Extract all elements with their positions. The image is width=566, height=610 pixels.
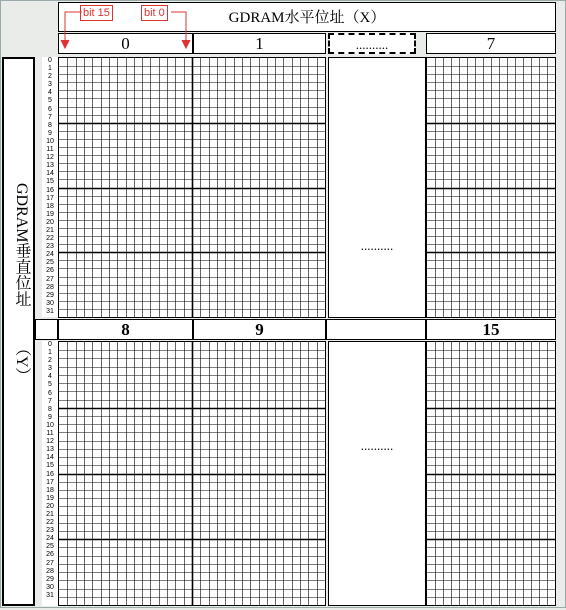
row-number: 6 bbox=[48, 389, 52, 397]
bit-arrows bbox=[55, 0, 205, 56]
row-number: 28 bbox=[46, 283, 54, 291]
row-number: 9 bbox=[48, 129, 52, 137]
ellipsis-block-upper bbox=[328, 57, 426, 318]
grid-block-8-9 bbox=[58, 341, 326, 606]
column-header-15 bbox=[426, 319, 556, 340]
column-header-label: 9 bbox=[255, 320, 264, 339]
row-number: 12 bbox=[46, 438, 54, 446]
row-number: 27 bbox=[46, 275, 54, 283]
pixel-grid bbox=[427, 58, 555, 317]
row-number: 15 bbox=[46, 178, 54, 186]
row-number: 14 bbox=[46, 454, 54, 462]
row-number: 0 bbox=[48, 341, 52, 348]
row-number: 23 bbox=[46, 243, 54, 251]
row-number: 5 bbox=[48, 381, 52, 389]
y-axis-title: GDRAM垂直位址 bbox=[13, 183, 30, 307]
row-number: 0 bbox=[48, 57, 52, 64]
row-number: 27 bbox=[46, 559, 54, 567]
y-axis-label-column bbox=[2, 57, 35, 606]
bit-15-marker: bit 15 bbox=[80, 5, 113, 21]
row-number: 11 bbox=[46, 146, 54, 154]
column-header-blank bbox=[326, 319, 426, 340]
row-number: 30 bbox=[46, 299, 54, 307]
row-number: 23 bbox=[46, 527, 54, 535]
row-number: 28 bbox=[46, 567, 54, 575]
row-number: 4 bbox=[48, 89, 52, 97]
y-axis-suffix: （Y） bbox=[13, 340, 30, 384]
row-number: 15 bbox=[46, 462, 54, 470]
row-number: 24 bbox=[46, 251, 54, 259]
middle-row-spacer bbox=[35, 319, 58, 340]
row-number: 1 bbox=[48, 349, 52, 357]
row-number: 20 bbox=[46, 502, 54, 510]
row-number: 7 bbox=[48, 113, 52, 121]
row-number: 16 bbox=[46, 186, 54, 194]
row-number: 26 bbox=[46, 267, 54, 275]
row-number: 29 bbox=[46, 291, 54, 299]
row-number: 31 bbox=[46, 307, 54, 315]
row-number: 21 bbox=[46, 510, 54, 518]
row-number: 8 bbox=[48, 405, 52, 413]
column-header-7 bbox=[426, 33, 556, 54]
row-number: 9 bbox=[48, 413, 52, 421]
row-number: 16 bbox=[46, 470, 54, 478]
column-header-label: 0 bbox=[121, 34, 130, 53]
pixel-grid bbox=[427, 342, 555, 605]
row-numbers-upper bbox=[42, 57, 58, 317]
ellipsis-text: .......... bbox=[360, 438, 394, 453]
row-number: 13 bbox=[46, 162, 54, 170]
column-header-8 bbox=[58, 319, 193, 340]
row-number: 22 bbox=[46, 235, 54, 243]
grid-block-15 bbox=[426, 341, 556, 606]
row-number: 10 bbox=[46, 137, 54, 145]
column-header-label: 15 bbox=[482, 320, 500, 339]
row-number: 6 bbox=[48, 105, 52, 113]
column-header-9 bbox=[193, 319, 326, 340]
bit-0-marker: bit 0 bbox=[141, 5, 168, 21]
row-number: 13 bbox=[46, 446, 54, 454]
row-number: 1 bbox=[48, 65, 52, 73]
column-header-label: 7 bbox=[486, 34, 496, 53]
row-number: 14 bbox=[46, 170, 54, 178]
row-number: 3 bbox=[48, 365, 52, 373]
row-number: 25 bbox=[46, 543, 54, 551]
ellipsis-text: .......... bbox=[360, 238, 394, 253]
row-number: 2 bbox=[48, 73, 52, 81]
column-header-label: 8 bbox=[121, 320, 130, 339]
row-number: 26 bbox=[46, 551, 54, 559]
row-number: 11 bbox=[46, 430, 54, 438]
grid-block-7 bbox=[426, 57, 556, 318]
column-header-ellipsis: .......... bbox=[328, 33, 416, 54]
column-header-1 bbox=[193, 33, 326, 54]
row-number: 8 bbox=[48, 121, 52, 129]
row-number: 17 bbox=[46, 194, 54, 202]
row-numbers-lower bbox=[42, 341, 58, 606]
row-number: 5 bbox=[48, 97, 52, 105]
row-number: 31 bbox=[46, 591, 54, 599]
row-number: 19 bbox=[46, 210, 54, 218]
row-number: 10 bbox=[46, 421, 54, 429]
row-number: 30 bbox=[46, 583, 54, 591]
bit-0-arrow bbox=[171, 12, 190, 48]
row-number: 24 bbox=[46, 535, 54, 543]
row-number: 20 bbox=[46, 218, 54, 226]
row-number: 29 bbox=[46, 575, 54, 583]
grid-block-0-1 bbox=[58, 57, 326, 318]
row-number: 25 bbox=[46, 259, 54, 267]
row-number: 21 bbox=[46, 226, 54, 234]
pixel-grid bbox=[59, 58, 325, 317]
row-number: 19 bbox=[46, 494, 54, 502]
row-number: 2 bbox=[48, 357, 52, 365]
column-header-label: 1 bbox=[255, 34, 264, 53]
pixel-grid bbox=[59, 342, 325, 605]
row-number: 12 bbox=[46, 154, 54, 162]
row-number: 7 bbox=[48, 397, 52, 405]
row-number: 18 bbox=[46, 202, 54, 210]
row-number: 17 bbox=[46, 478, 54, 486]
row-number: 4 bbox=[48, 373, 52, 381]
ellipsis-block-lower bbox=[328, 341, 426, 606]
row-number: 3 bbox=[48, 81, 52, 89]
x-axis-title: GDRAM水平位址（X） bbox=[58, 2, 556, 32]
bit-15-arrow bbox=[61, 12, 82, 48]
row-number: 22 bbox=[46, 519, 54, 527]
row-number: 18 bbox=[46, 486, 54, 494]
